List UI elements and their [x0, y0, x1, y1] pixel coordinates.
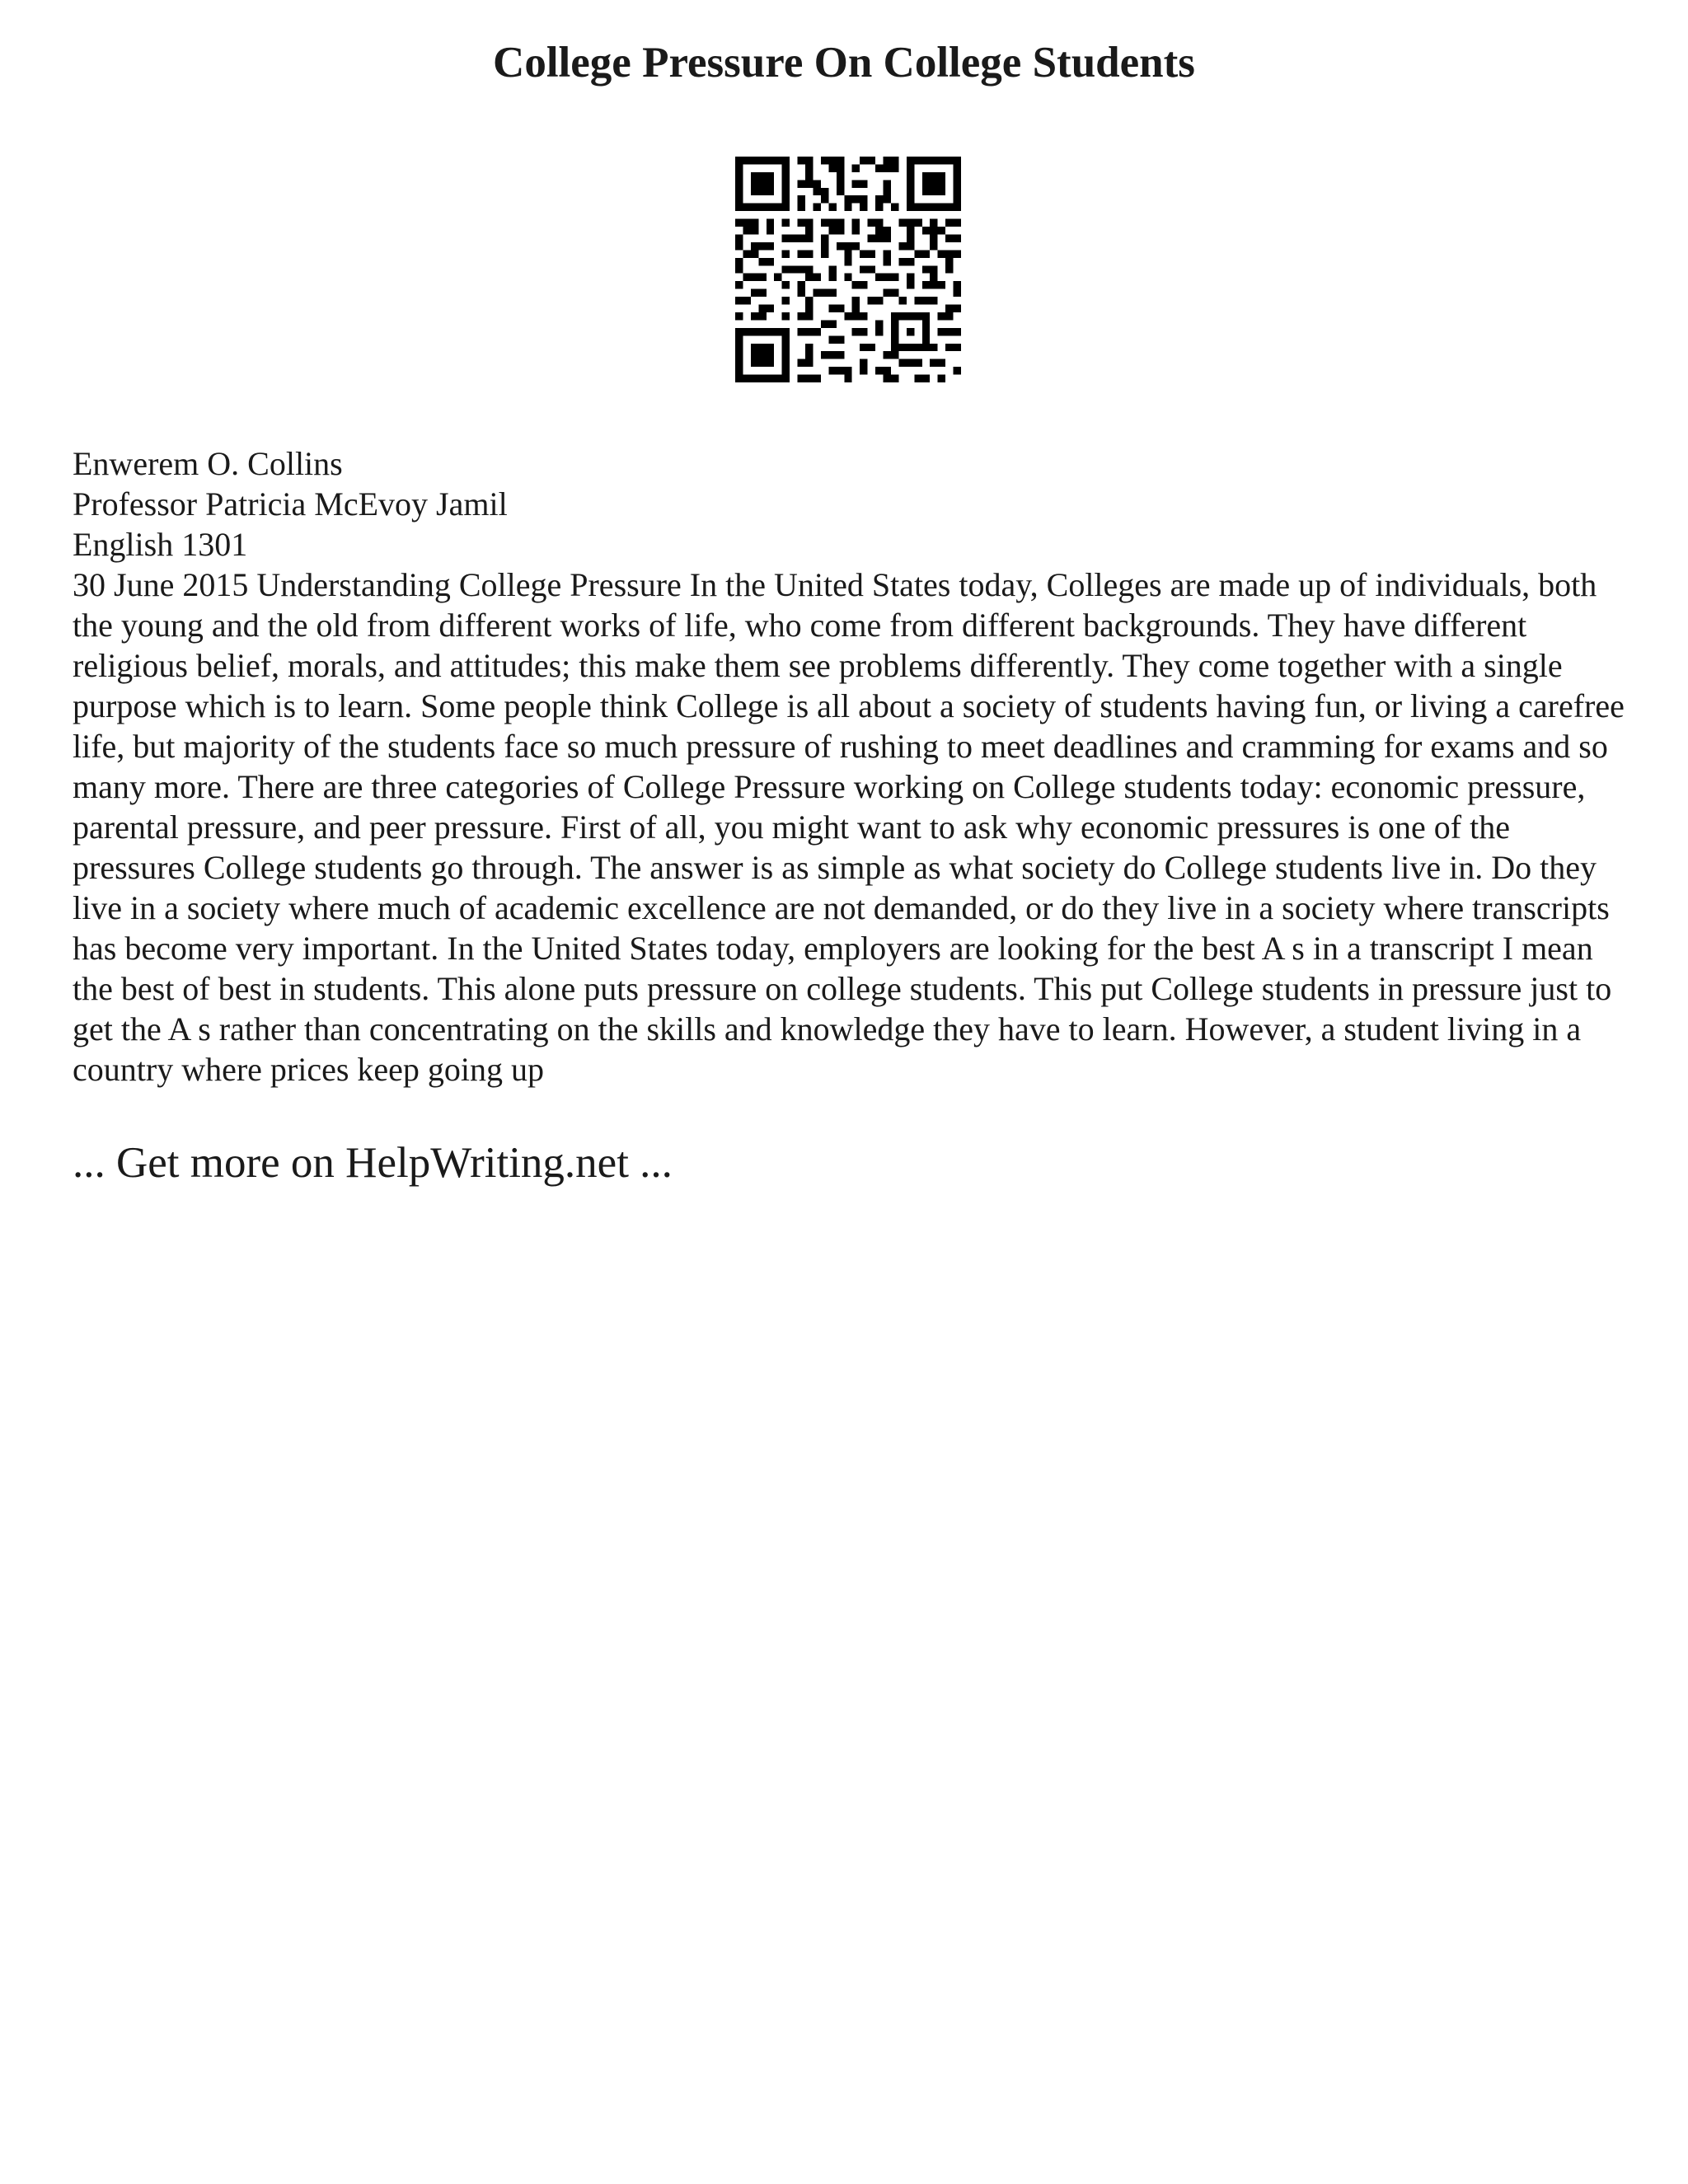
qr-code-icon: [735, 157, 961, 382]
professor-name: Professor Patricia McEvoy Jamil: [73, 485, 508, 523]
get-more-link[interactable]: ... Get more on HelpWriting.net ...: [73, 1139, 673, 1187]
document-meta: [73, 443, 1622, 565]
course-name: English 1301: [73, 526, 248, 563]
author-name: Enwerem O. Collins: [73, 445, 343, 482]
page-title: College Pressure On College Students: [493, 39, 1195, 87]
qr-code-graphic: [735, 157, 961, 382]
essay-body: 30 June 2015 Understanding College Pressure In the United States today, Colleges are made up of individuals, both the young and the old from different works of life, who come from different backgrounds. They have different religious belief, morals, and attitudes; this make them see problems differently. They come together with a single purpose which is to learn. Some people think College is all about a society of students having fun, or living a carefree life, but majority of the students face so much pressure of rushing to meet deadlines and cramming for exams and so many more. There are three categories of College Pressure working on College students today: economic pressure, parental pressure, and peer pressure. First of all, you might want to ask why economic pressures is one of the pressures College students go through. The answer is as simple as what society do College students live in. Do they live in a society where much of academic excellence are not demanded, or do they live in a society where transcripts has become very important. In the United States today, employers are looking for the best A s in a transcript I mean the best of best in students. This alone puts pressure on college students. This put College students in pressure just to get the A s rather than concentrating on the skills and knowledge they have to learn. However, a student living in a country where prices keep going up: [73, 566, 1625, 1088]
